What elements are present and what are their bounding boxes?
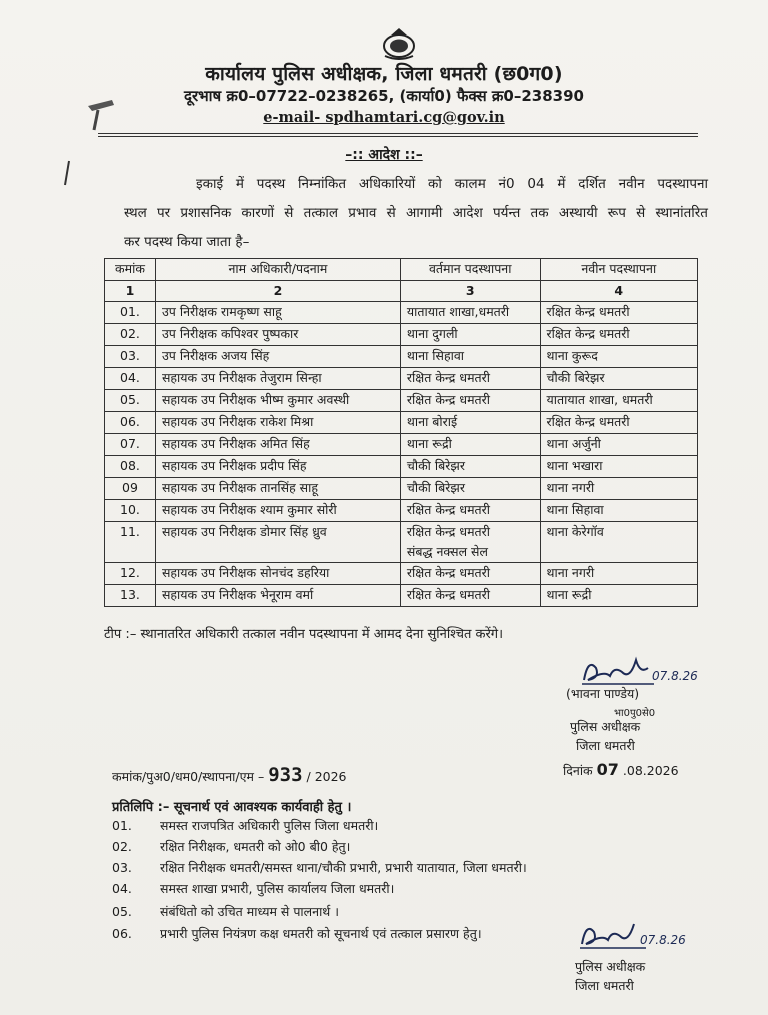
copy-heading: प्रतिलिपि :– सूचनार्थ एवं आवश्यक कार्यवाही हेतु । <box>112 800 352 815</box>
copy-item-number: 04. <box>112 881 132 896</box>
cell-serial: 03. <box>105 346 156 368</box>
date-label: दिनांक <box>563 763 593 778</box>
cell-current <box>400 522 540 563</box>
cell-current: थाना दुगली <box>400 324 540 346</box>
table-row <box>105 500 698 522</box>
phone-fax-line: दूरभाष क्र0–07722–0238265, (कार्या0) फैक्स क्र0–238390 <box>184 87 584 105</box>
table-row <box>105 434 698 456</box>
cell-serial: 12. <box>105 563 156 585</box>
note-text: टीप :– स्थानातरित अधिकारी तत्काल नवीन पदस्थापना में आमद देना सुनिश्चित करेंगे। <box>104 627 504 642</box>
col-header-name: नाम अधिकारी/पदनाम <box>155 259 400 281</box>
order-intro <box>124 170 708 257</box>
cell-new: थाना रूद्री <box>540 585 697 607</box>
signature-2-date: 07.8.26 <box>640 933 686 947</box>
transfer-table <box>104 258 698 607</box>
cell-current: थाना बोराई <box>400 412 540 434</box>
copy-item-text: रक्षित निरीक्षक, धमतरी को ओ0 बी0 हेतु। <box>160 839 351 854</box>
cell-serial: 01. <box>105 302 156 324</box>
list-item <box>112 925 482 942</box>
cell-current-line-2: संबद्ध नक्सल सेल <box>406 544 488 559</box>
cell-name: सहायक उप निरीक्षक डोमार सिंह ध्रुव <box>155 522 400 563</box>
list-item <box>112 903 339 920</box>
order-ref-dash: – <box>257 769 265 784</box>
service-code: भा0पु0से0 <box>614 708 656 719</box>
cell-current: रक्षित केन्द्र धमतरी <box>400 390 540 412</box>
cell-name: सहायक उप निरीक्षक प्रदीप सिंह <box>155 456 400 478</box>
cell-name: सहायक उप निरीक्षक भेनूराम वर्मा <box>155 585 400 607</box>
order-date <box>563 760 679 779</box>
copy-item-number: 01. <box>112 818 132 833</box>
list-item <box>112 817 378 834</box>
table-row <box>105 390 698 412</box>
col-number: 3 <box>400 281 540 302</box>
signatory-name: (भावना पाण्डेय) <box>566 686 640 701</box>
col-header-new-posting: नवीन पदस्थापना <box>540 259 697 281</box>
cell-serial: 05. <box>105 390 156 412</box>
cell-name: सहायक उप निरीक्षक तानसिंह साहू <box>155 478 400 500</box>
cell-current: थाना सिहावा <box>400 346 540 368</box>
table-row <box>105 478 698 500</box>
cell-serial: 02. <box>105 324 156 346</box>
table-row <box>105 456 698 478</box>
table-row <box>105 412 698 434</box>
cell-new: थाना नगरी <box>540 478 697 500</box>
col-number: 4 <box>540 281 697 302</box>
cell-current: रक्षित केन्द्र धमतरी <box>400 585 540 607</box>
cell-new: रक्षित केन्द्र धमतरी <box>540 302 697 324</box>
order-ref-prefix: कमांक/पुअ0/धम0/स्थापना/एम <box>112 769 254 784</box>
cell-current: रक्षित केन्द्र धमतरी <box>400 500 540 522</box>
cell-new: यातायात शाखा, धमतरी <box>540 390 697 412</box>
cell-name: उप निरीक्षक अजय सिंह <box>155 346 400 368</box>
cell-serial: 04. <box>105 368 156 390</box>
copy-item-text: समस्त शाखा प्रभारी, पुलिस कार्यालय जिला धमतरी। <box>160 881 395 896</box>
order-ref-year: / 2026 <box>306 769 347 784</box>
cell-new: थाना केरेगॉव <box>540 522 697 563</box>
table-row <box>105 302 698 324</box>
signature-2-icon <box>574 912 704 958</box>
table-row <box>105 346 698 368</box>
header-divider-second <box>98 136 698 137</box>
cell-name: उप निरीक्षक कपिश्वर पुष्पकार <box>155 324 400 346</box>
cell-new: चौकी बिरेझर <box>540 368 697 390</box>
cell-current: रक्षित केन्द्र धमतरी <box>400 563 540 585</box>
col-number: 1 <box>105 281 156 302</box>
date-rest: .08.2026 <box>622 763 679 778</box>
table-row <box>105 563 698 585</box>
cell-serial: 13. <box>105 585 156 607</box>
table-header-row <box>105 259 698 281</box>
intro-line-1: इकाई में पदस्थ निम्नांकित अधिकारियों को कालम नं0 04 में दर्शित नवीन पदस्थापना <box>196 176 708 192</box>
cell-new: रक्षित केन्द्र धमतरी <box>540 412 697 434</box>
cell-current-line-1: रक्षित केन्द्र धमतरी <box>406 524 491 539</box>
police-emblem-icon <box>377 26 421 62</box>
intro-line-2: स्थल पर प्रशासनिक कारणों से तत्काल प्रभाव से आगामी आदेश पर्यन्त तक अस्थायी रूप से स्थानांतरित <box>124 205 708 221</box>
table-row <box>105 522 698 563</box>
cell-current: यातायात शाखा,धमतरी <box>400 302 540 324</box>
cell-name: सहायक उप निरीक्षक राकेश मिश्रा <box>155 412 400 434</box>
signatory-district: जिला धमतरी <box>576 738 635 753</box>
table-row <box>105 368 698 390</box>
table-row <box>105 585 698 607</box>
table-row <box>105 324 698 346</box>
copy-item-text: समस्त राजपत्रित अधिकारी पुलिस जिला धमतरी। <box>160 818 379 833</box>
header-divider <box>98 133 698 134</box>
cell-new: थाना कुरूद <box>540 346 697 368</box>
copy-item-text: संबंधितो को उचित माध्यम से पालनार्थ । <box>160 904 340 919</box>
signatory-designation-2: पुलिस अधीक्षक <box>575 959 646 974</box>
order-ref-number: 933 <box>268 764 303 786</box>
cell-new: रक्षित केन्द्र धमतरी <box>540 324 697 346</box>
cell-new: थाना भखारा <box>540 456 697 478</box>
cell-name: उप निरीक्षक रामकृष्ण साहू <box>155 302 400 324</box>
signature-1-date: 07.8.26 <box>652 669 698 683</box>
list-item <box>112 880 394 897</box>
copy-item-text: रक्षित निरीक्षक धमतरी/समस्त थाना/चौकी प्रभारी, प्रभारी यातायात, जिला धमतरी। <box>160 860 527 875</box>
cell-serial: 09 <box>105 478 156 500</box>
stapler-mark-icon <box>86 98 116 132</box>
cell-current: चौकी बिरेझर <box>400 456 540 478</box>
cell-name: सहायक उप निरीक्षक भीष्म कुमार अवस्थी <box>155 390 400 412</box>
cell-name: सहायक उप निरीक्षक अमित सिंह <box>155 434 400 456</box>
cell-name: सहायक उप निरीक्षक तेजुराम सिन्हा <box>155 368 400 390</box>
cell-current: चौकी बिरेझर <box>400 478 540 500</box>
signatory-designation: पुलिस अधीक्षक <box>570 719 641 734</box>
intro-line-3: कर पदस्थ किया जाता है– <box>124 234 250 250</box>
list-item <box>112 859 527 876</box>
cell-serial: 11. <box>105 522 156 563</box>
copy-item-number: 02. <box>112 839 132 854</box>
signatory-district-2: जिला धमतरी <box>575 978 634 993</box>
cell-serial: 06. <box>105 412 156 434</box>
cell-serial: 07. <box>105 434 156 456</box>
copy-item-text: प्रभारी पुलिस नियंत्रण कक्ष धमतरी को सूचनार्थ एवं तत्काल प्रसारण हेतु। <box>160 926 482 941</box>
col-header-current-posting: वर्तमान पदस्थापना <box>400 259 540 281</box>
copy-item-number: 05. <box>112 904 132 919</box>
cell-new: थाना सिहावा <box>540 500 697 522</box>
order-reference <box>112 764 347 786</box>
cell-serial: 10. <box>105 500 156 522</box>
cell-new: थाना अर्जुनी <box>540 434 697 456</box>
email-line: e-mail- spdhamtari.cg@gov.in <box>263 109 505 126</box>
office-heading: कार्यालय पुलिस अधीक्षक, जिला धमतरी (छ0ग0) <box>205 63 563 85</box>
col-header-serial: कमांक <box>105 259 156 281</box>
cell-serial: 08. <box>105 456 156 478</box>
date-day: 07 <box>596 760 619 779</box>
column-number-row <box>105 281 698 302</box>
cell-name: सहायक उप निरीक्षक श्याम कुमार सोरी <box>155 500 400 522</box>
cell-new: थाना नगरी <box>540 563 697 585</box>
order-title: –:: आदेश ::– <box>345 147 423 163</box>
copy-item-number: 06. <box>112 926 132 941</box>
list-item <box>112 838 350 855</box>
col-number: 2 <box>155 281 400 302</box>
cell-current: थाना रूद्री <box>400 434 540 456</box>
cell-name: सहायक उप निरीक्षक सोनचंद डहरिया <box>155 563 400 585</box>
copy-item-number: 03. <box>112 860 132 875</box>
cell-current: रक्षित केन्द्र धमतरी <box>400 368 540 390</box>
